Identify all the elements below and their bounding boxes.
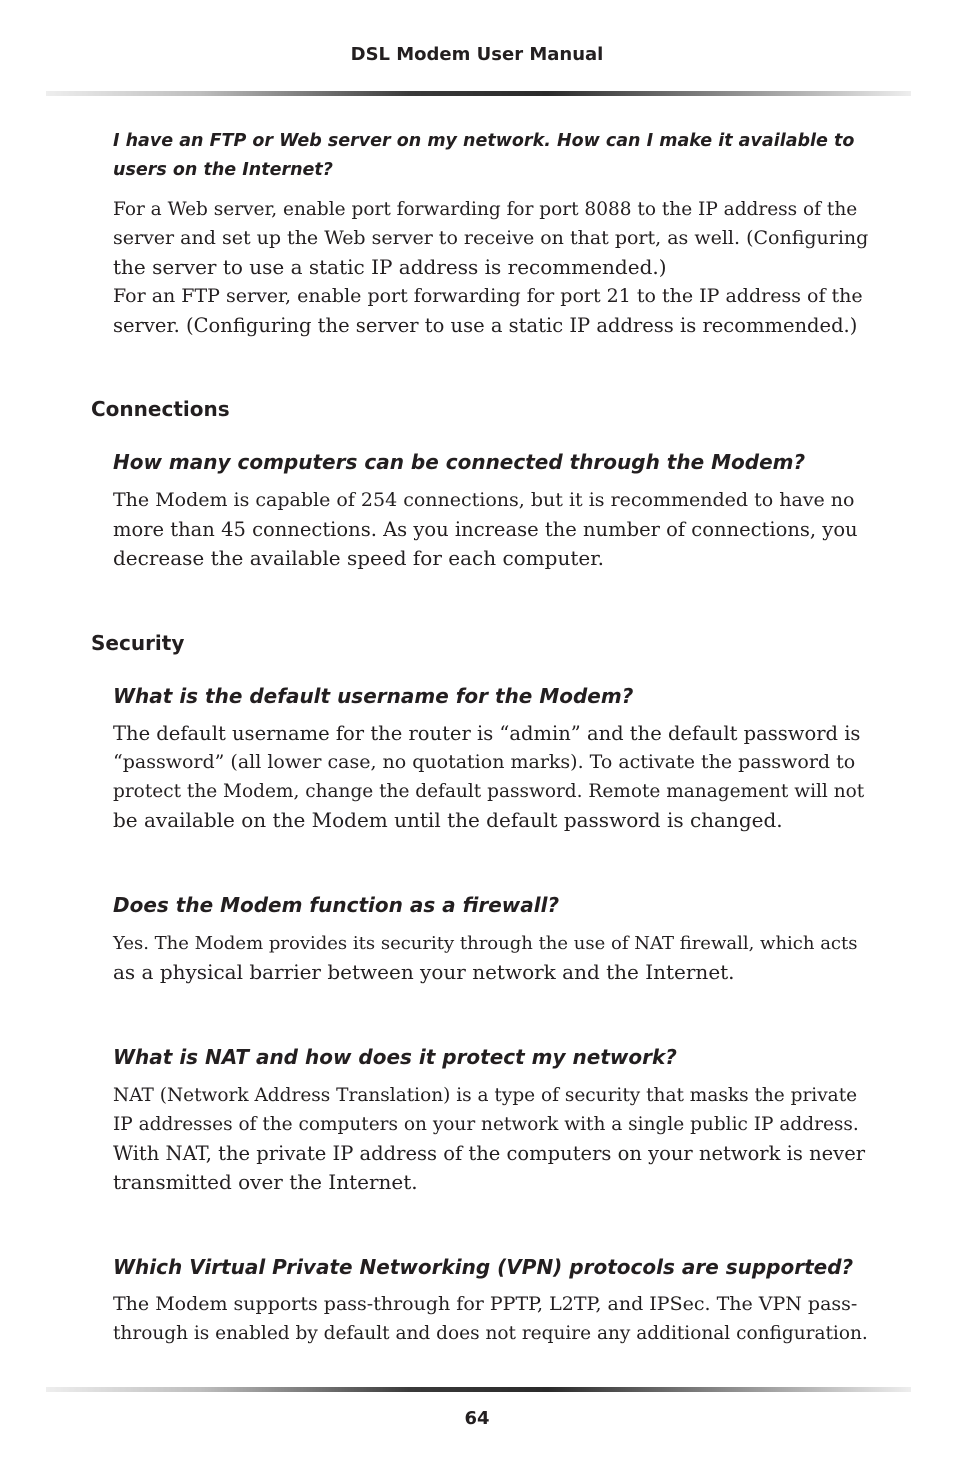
page-number: 64	[464, 1408, 490, 1429]
answer-line: decrease the available speed for each computer.	[113, 546, 604, 570]
faq-answer-vpn	[113, 1290, 873, 1348]
answer-line: The default username for the router is “admin” and the default password is	[113, 722, 861, 745]
section-heading-connections: Connections	[91, 397, 230, 421]
faq-question-nat: What is NAT and how does it protect my network?	[113, 1045, 677, 1069]
page-header-title: DSL Modem User Manual	[350, 44, 604, 65]
faq-answer-username	[113, 719, 873, 835]
footer-rule	[46, 1387, 911, 1392]
answer-line: For a Web server, enable port forwarding for port 8088 to the IP address of the	[113, 199, 858, 220]
faq-question-vpn: Which Virtual Private Networking (VPN) protocols are supported?	[113, 1255, 854, 1279]
answer-line: The Modem is capable of 254 connections, but it is recommended to have no	[113, 489, 855, 511]
faq-question-computers: How many computers can be connected through the Modem?	[113, 450, 806, 474]
header-rule	[46, 91, 911, 96]
section-heading-security: Security	[91, 631, 185, 655]
answer-line: Yes. The Modem provides its security through the use of NAT firewall, which acts	[113, 933, 858, 954]
answer-line: protect the Modem, change the default password. Remote management will not	[113, 781, 865, 802]
answer-line: through is enabled by default and does not require any additional configuration.	[113, 1323, 868, 1344]
faq-answer-ftp-web-server	[113, 195, 873, 340]
answer-line: NAT (Network Address Translation) is a type of security that masks the private	[113, 1085, 858, 1106]
answer-line: server. (Configuring the server to use a static IP address is recommended.)	[113, 314, 858, 337]
faq-answer-computers	[113, 486, 873, 573]
answer-line: With NAT, the private IP address of the computers on your network is never	[113, 1142, 866, 1165]
question-line: I have an FTP or Web server on my network. How can I make it available to	[113, 131, 855, 151]
faq-question-ftp-web-server	[113, 127, 873, 185]
faq-answer-firewall	[113, 929, 873, 987]
faq-answer-nat	[113, 1081, 873, 1197]
faq-question-firewall: Does the Modem function as a firewall?	[113, 893, 560, 917]
answer-line: transmitted over the Internet.	[113, 1170, 418, 1194]
answer-line: For an FTP server, enable port forwarding for port 21 to the IP address of the	[113, 285, 863, 307]
answer-line: server and set up the Web server to receive on that port, as well. (Configuring	[113, 227, 869, 249]
answer-line: as a physical barrier between your network and the Internet.	[113, 960, 735, 984]
answer-line: “password” (all lower case, no quotation marks). To activate the password to	[113, 751, 856, 773]
question-line: users on the Internet?	[113, 160, 333, 180]
answer-line: IP addresses of the computers on your network with a single public IP address.	[113, 1114, 859, 1135]
answer-line: The Modem supports pass-through for PPTP, L2TP, and IPSec. The VPN pass-	[113, 1293, 858, 1315]
faq-question-username: What is the default username for the Modem?	[113, 684, 634, 708]
answer-line: the server to use a static IP address is recommended.)	[113, 255, 667, 279]
answer-line: be available on the Modem until the default password is changed.	[113, 808, 783, 832]
answer-line: more than 45 connections. As you increase the number of connections, you	[113, 518, 858, 541]
